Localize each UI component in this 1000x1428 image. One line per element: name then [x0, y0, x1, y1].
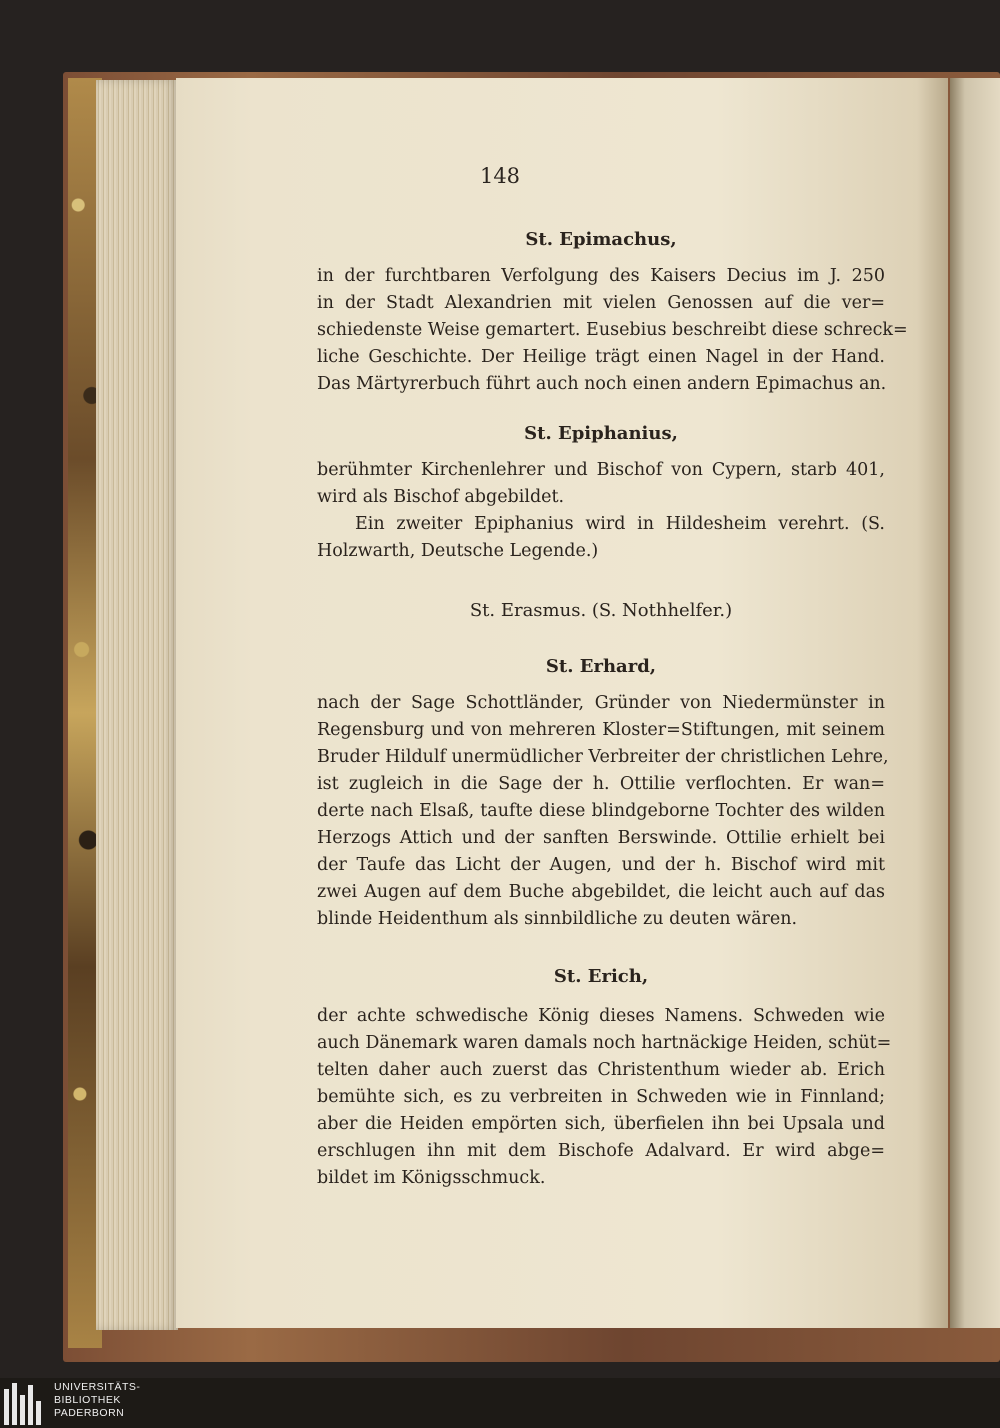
text-line: in der furchtbaren Verfolgung des Kaisers Decius im J. 250	[317, 266, 885, 286]
section-heading-erhard: St. Erhard,	[545, 656, 657, 677]
text-line: der achte schwedische König dieses Namens. Schweden wie	[317, 1006, 885, 1026]
text-line: Das Märtyrerbuch führt auch noch einen andern Epimachus an.	[317, 374, 887, 394]
library-name-line-2: BIBLIOTHEK	[54, 1394, 121, 1406]
text-line: erschlugen ihn mit dem Bischofe Adalvard. Er wird abge=	[317, 1141, 885, 1161]
text-line: derte nach Elsaß, taufte diese blindgeborne Tochter des wilden	[317, 801, 885, 821]
facing-page-edge	[950, 78, 1000, 1328]
section-heading-erasmus: St. Erasmus. (S. Nothhelfer.)	[469, 600, 733, 621]
text-line: schiedenste Weise gemartert. Eusebius beschreibt diese schreck=	[317, 320, 908, 340]
library-footer	[0, 1378, 1000, 1428]
text-line: Herzogs Attich und der sanften Berswinde. Ottilie erhielt bei	[317, 828, 885, 848]
text-line: auch Dänemark waren damals noch hartnäckige Heiden, schüt=	[317, 1033, 892, 1053]
text-line: Ein zweiter Epiphanius wird in Hildesheim verehrt. (S.	[355, 514, 885, 534]
text-line: telten daher auch zuerst das Christenthum wieder ab. Erich	[317, 1060, 885, 1080]
text-line: nach der Sage Schottländer, Gründer von Niedermünster in	[317, 693, 885, 713]
text-line: Bruder Hildulf unermüdlicher Verbreiter der christlichen Lehre,	[317, 747, 889, 767]
text-line: Regensburg und von mehreren Kloster=Stiftungen, mit seinem	[317, 720, 885, 740]
text-line: liche Geschichte. Der Heilige trägt einen Nagel in der Hand.	[317, 347, 885, 367]
library-name-line-1: UNIVERSITÄTS-	[54, 1381, 141, 1393]
text-line: zwei Augen auf dem Buche abgebildet, die leicht auch auf das	[317, 882, 885, 902]
section-heading-epimachus: St. Epimachus,	[525, 229, 677, 250]
text-line: bemühte sich, es zu verbreiten in Schweden wie in Finnland;	[317, 1087, 885, 1107]
text-line: in der Stadt Alexandrien mit vielen Genossen auf die ver=	[317, 293, 885, 313]
text-line: bildet im Königsschmuck.	[317, 1168, 546, 1188]
text-line: aber die Heiden empörten sich, überfielen ihn bei Upsala und	[317, 1114, 885, 1134]
section-heading-epiphanius: St. Epiphanius,	[524, 423, 678, 444]
text-line: berühmter Kirchenlehrer und Bischof von Cypern, starb 401,	[317, 460, 885, 480]
text-line: ist zugleich in die Sage der h. Ottilie verflochten. Er wan=	[317, 774, 885, 794]
library-logo-icon	[4, 1381, 48, 1425]
library-name-line-3: PADERBORN	[54, 1407, 125, 1419]
text-line: wird als Bischof abgebildet.	[317, 487, 565, 507]
text-line: blinde Heidenthum als sinnbildliche zu deuten wären.	[317, 909, 798, 929]
section-heading-erich: St. Erich,	[553, 966, 649, 987]
text-line: der Taufe das Licht der Augen, und der h. Bischof wird mit	[317, 855, 885, 875]
text-line: Holzwarth, Deutsche Legende.)	[317, 541, 599, 561]
page-number: 148	[479, 164, 521, 188]
page-stack-edge	[96, 80, 178, 1330]
